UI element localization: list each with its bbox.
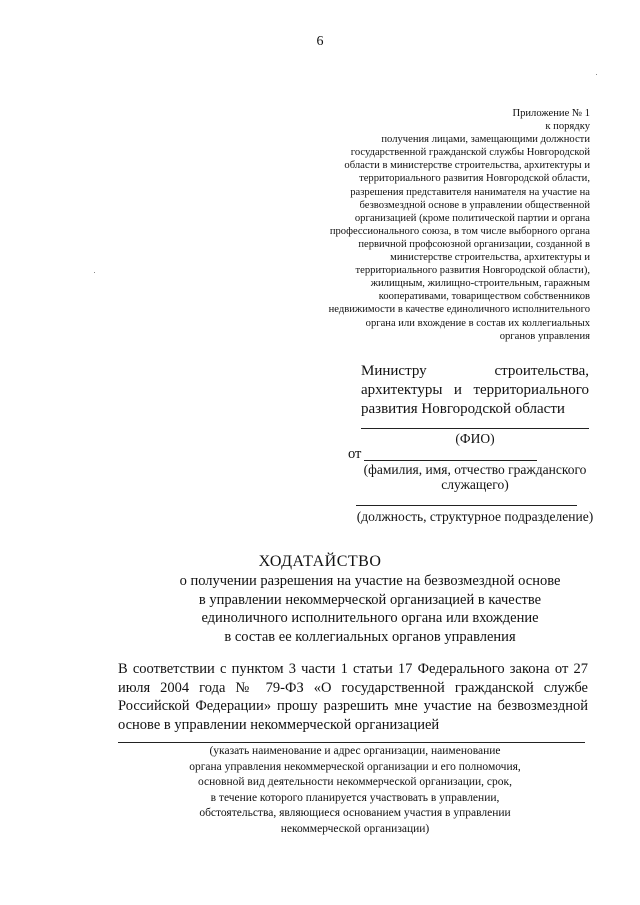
addressee-block (361, 362, 589, 419)
body-line: июля 2004 года № 79-ФЗ «О государственной гражданской службе (118, 679, 588, 696)
addressee-line: архитектуры и территориального (361, 382, 589, 398)
appendix-line: профессионального союза, в том числе выборного органа (329, 225, 590, 237)
appendix-line: территориального развития Новгородской области), (355, 265, 590, 277)
appendix-line: к порядку (545, 121, 590, 133)
appendix-line: органа или вхождение в состав их коллегиальных (365, 317, 590, 329)
position-caption: (должность, структурное подразделение) (356, 509, 594, 524)
note-line: (указать наименование и адрес организации, наименование (209, 745, 501, 757)
appendix-line: недвижимости в качестве единоличного исполнительного (328, 304, 590, 316)
petition-title: ХОДАТАЙСТВО (258, 553, 382, 570)
note-line: основной вид деятельности некоммерческой организации, срок, (198, 776, 512, 789)
appendix-line: кооперативами, товариществом собственников (378, 291, 590, 303)
appendix-header (290, 107, 590, 343)
appendix-line: организацией (кроме политической партии и органа (354, 212, 590, 224)
note-line: некоммерческой организации) (280, 822, 430, 835)
fio-caption: (ФИО) (455, 431, 495, 446)
body-line: В соответствии с пунктом 3 части 1 статьи 17 Федерального закона от 27 (118, 661, 588, 677)
appendix-line: органов управления (499, 330, 590, 342)
appendix-line: разрешения представителя нанимателя на участие на (350, 186, 590, 198)
body-line: Российской Федерации» прошу разрешить мне участие на безвозмездной (118, 698, 588, 714)
subtitle-line: о получении разрешения на участие на безвозмездной основе (179, 573, 561, 589)
note-line: обстоятельства, являющиеся основанием участия в управлении (199, 807, 511, 820)
addressee-line: Министру строительства, (361, 363, 589, 379)
appendix-line: Приложение № 1 (512, 108, 590, 119)
body-paragraph (118, 660, 588, 734)
subtitle-line: единоличного исполнительного органа или вхождение (201, 610, 539, 626)
appendix-line: безвозмездной основе в управлении общественной (359, 199, 590, 211)
organization-fill-line[interactable] (118, 742, 585, 743)
appendix-line: жилищным, жилищно-строительным, гаражным (370, 278, 590, 290)
appendix-line: первичной профсоюзной организации, созданной в (358, 238, 590, 250)
appendix-line: государственной гражданской службы Новгородской (350, 147, 590, 159)
note-line: органа управления некоммерческой организации и его полномочия, (189, 760, 521, 773)
from-caption: (фамилия, имя, отчество гражданского (363, 462, 587, 477)
fio-fill-line[interactable] (361, 428, 589, 429)
petition-subtitle (120, 572, 620, 646)
addressee-line: развития Новгородской области (361, 401, 565, 417)
subtitle-line: в управлении некоммерческой организацией в качестве (198, 591, 542, 608)
subtitle-line: в состав ее коллегиальных органов управления (224, 628, 516, 645)
note-line: в течение которого планируется участвовать в управлении, (210, 791, 500, 804)
body-line: основе в управлении некоммерческой организацией (118, 716, 440, 733)
scan-speck (94, 272, 95, 273)
from-fill-line[interactable] (364, 460, 537, 461)
from-caption: служащего) (441, 477, 509, 492)
appendix-line: министерстве строительства, архитектуры и (390, 252, 590, 264)
from-label: от (348, 446, 362, 462)
organization-note (120, 744, 590, 838)
scan-speck (596, 74, 597, 75)
position-fill-line[interactable] (356, 505, 577, 506)
page-number: 6 (316, 34, 324, 49)
appendix-line: территориального развития Новгородской области, (359, 173, 590, 185)
appendix-line: получения лицами, замещающими должности (381, 134, 590, 146)
appendix-line: области в министерстве строительства, архитектуры и (344, 160, 590, 172)
